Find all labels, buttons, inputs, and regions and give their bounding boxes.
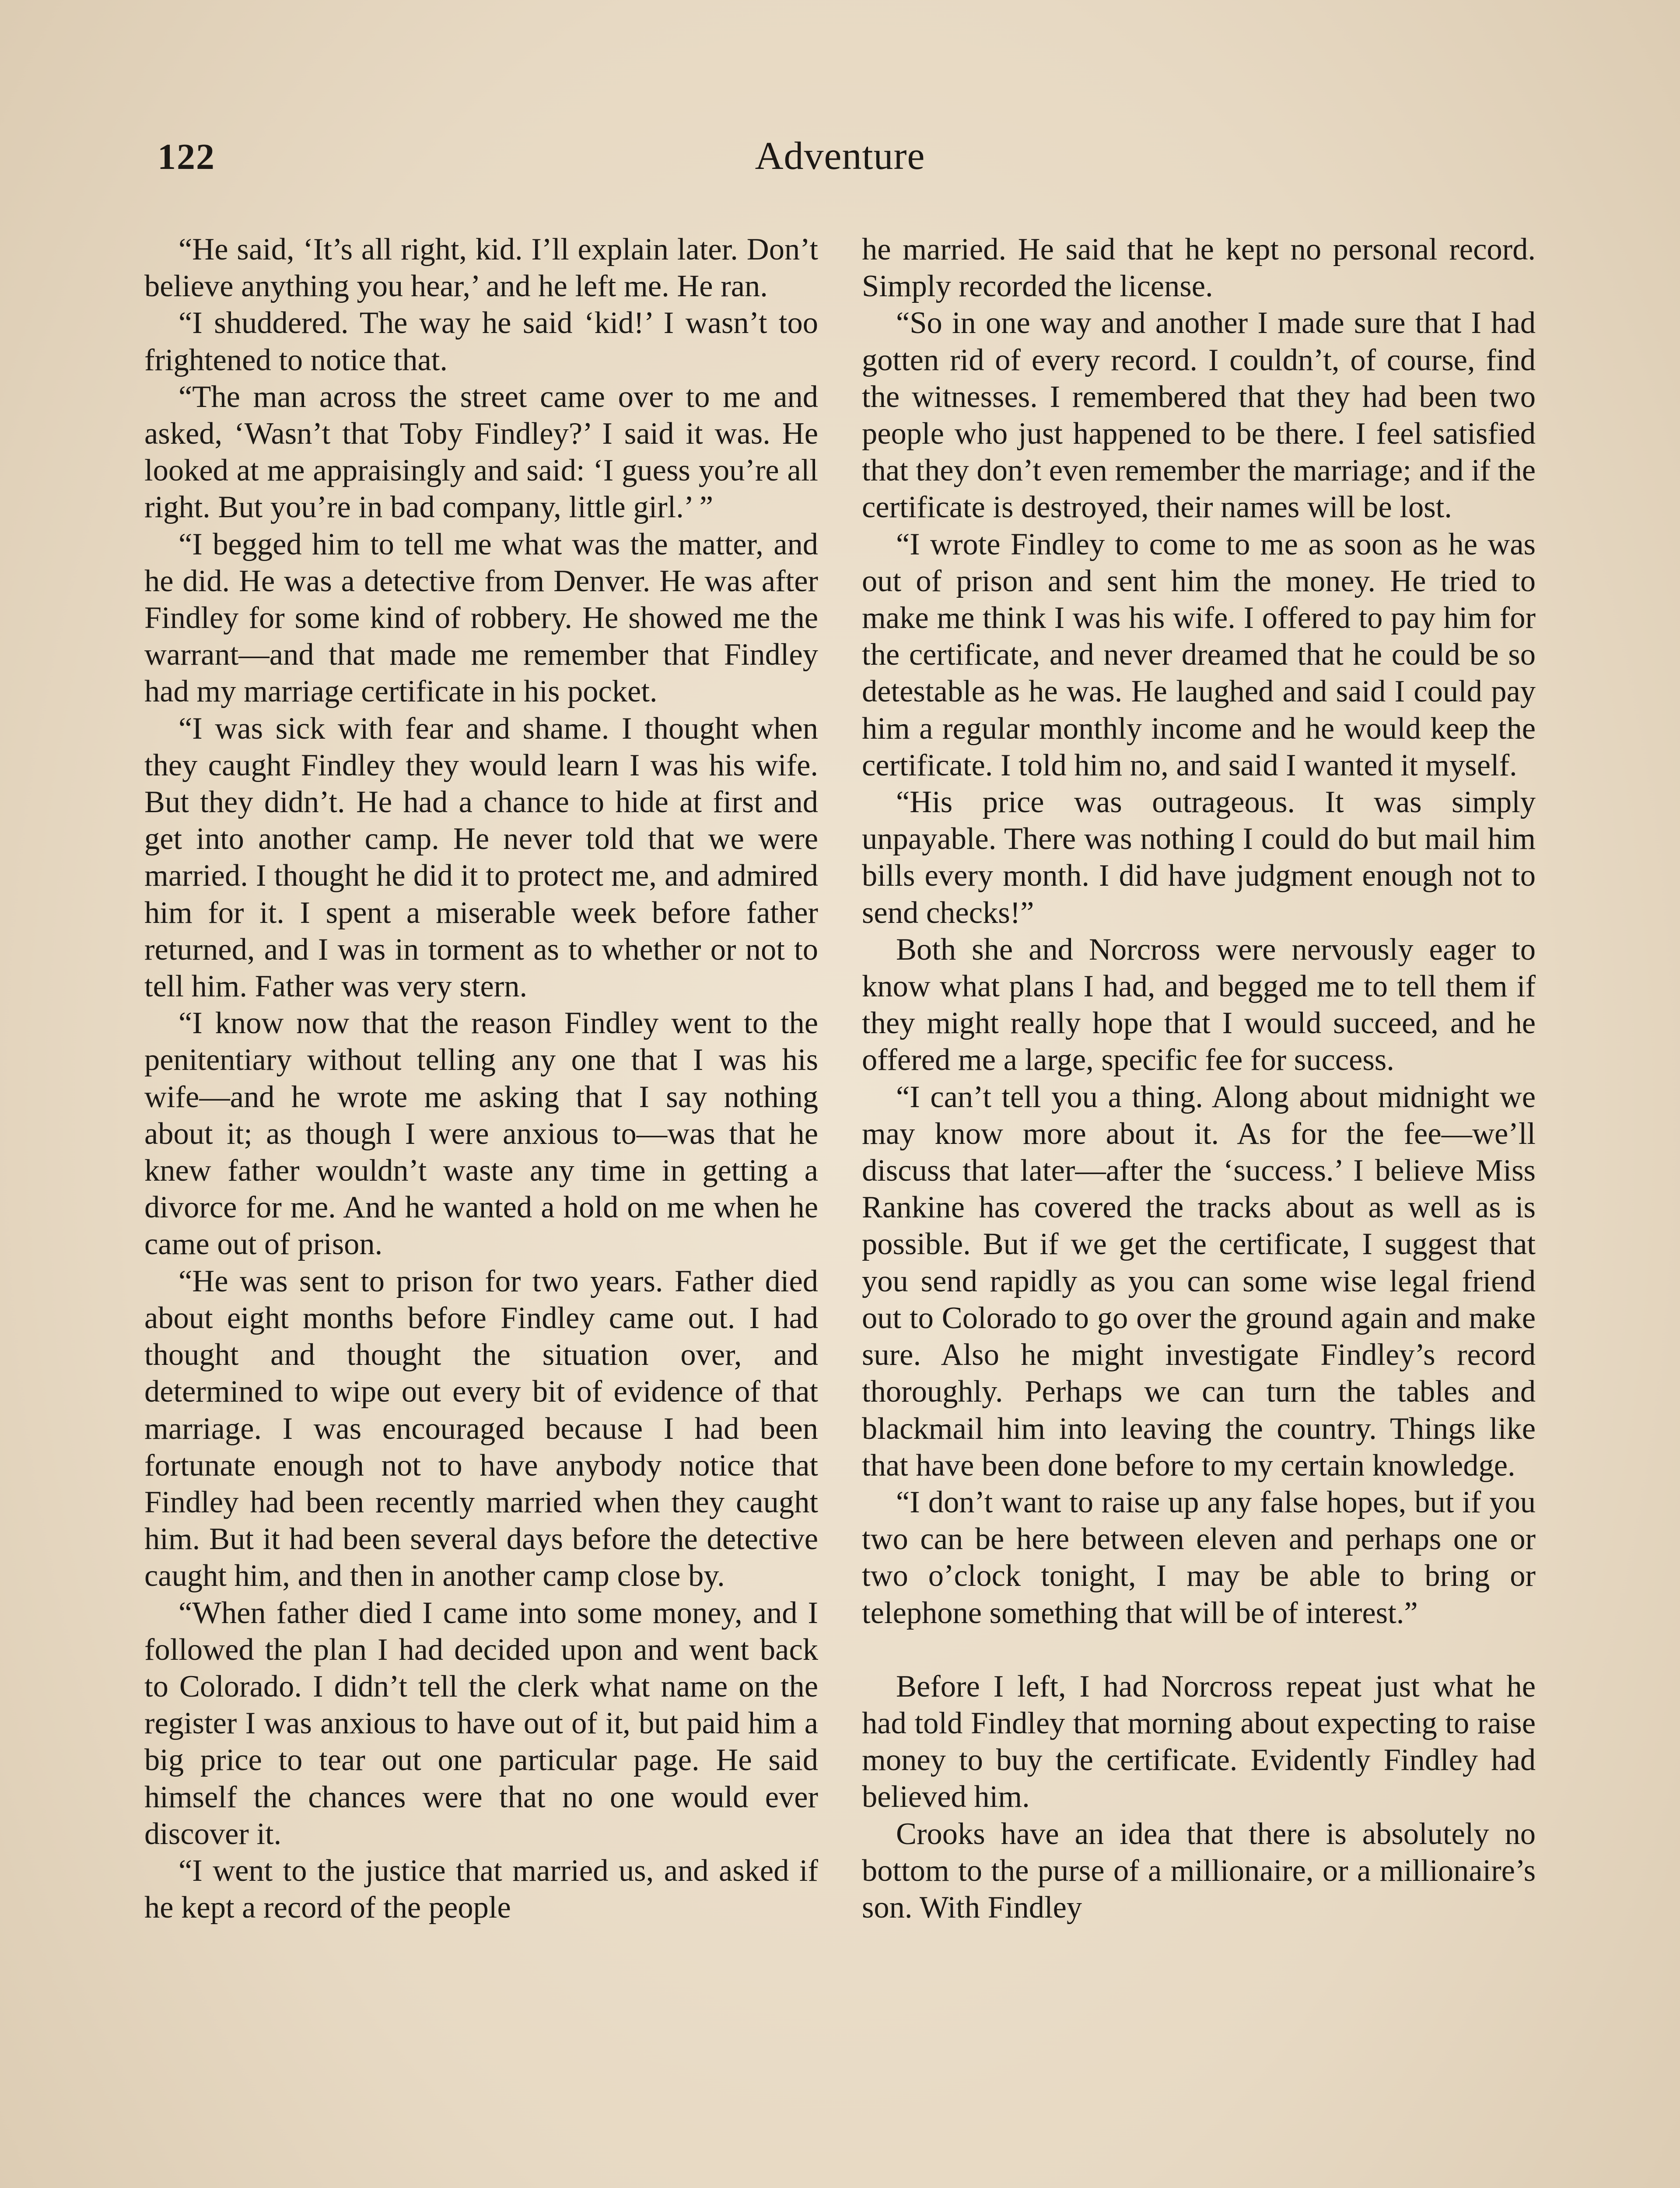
left-column (144, 231, 818, 2188)
paragraph: “I shuddered. The way he said ‘kid!’ I wasn’t too frightened to notice that. (144, 306, 818, 377)
paragraph: “The man across the street came over to me and asked, ‘Wasn’t that Toby Findley?’ I said it was. He looked at me appraisingly and said: ‘I guess you’re all right. But you’re in bad company, little girl.’ ” (144, 379, 818, 525)
page-number: 122 (158, 137, 215, 177)
right-column (862, 231, 1536, 2188)
paragraph: Crooks have an idea that there is absolutely no bottom to the purse of a millionaire, or a millionaire’s son. With Findley (862, 1816, 1536, 1925)
paragraph: “When father died I came into some money, and I followed the plan I had decided upon and went back to Colorado. I didn’t tell the clerk what name on the register I was anxious to have out of it, but paid him a big price to tear out one particular page. He said himself the chances were that no one would ever discover it. (144, 1595, 818, 1851)
paragraph: Both she and Norcross were nervously eager to know what plans I had, and begged me to tell them if they might really hope that I would succeed, and he offered me a large, specific fee for success. (862, 932, 1536, 1077)
paragraph: “So in one way and another I made sure that I had gotten rid of every record. I couldn’t, of course, find the witnesses. I remembered that they had been two people who just happened to be there. I feel satisfied that they don’t even remember the marriage; and if the certificate is destroyed, their names will be lost. (862, 306, 1536, 525)
paragraph: “I was sick with fear and shame. I thought when they caught Findley they would learn I was his wife. But they didn’t. He had a chance to hide at first and get into another camp. He never told that we were married. I thought he did it to protect me, and admired him for it. I spent a miserable week before father returned, and I was in torment as to whether or not to tell him. Father was very stern. (144, 711, 818, 1004)
paragraph-section-start: Before I left, I had Norcross repeat just what he had told Findley that morning about expecting to raise money to buy the certificate. Evidently Findley had believed him. (862, 1669, 1536, 1814)
paragraph-continued: he married. He said that he kept no personal record. Simply recorded the license. (862, 232, 1536, 304)
paragraph: “He was sent to prison for two years. Father died about eight months before Findley came out. I had thought and thought the situation over, and determined to wipe out every bit of evidence of that marriage. I was encouraged because I had been fortunate enough not to have anybody notice that Findley had been recently married when they caught him. But it had been several days before the detective caught him, and then in another camp close by. (144, 1264, 818, 1593)
paragraph: “His price was outrageous. It was simply unpayable. There was nothing I could do but mail him bills every month. I did have judgment enough not to send checks!” (862, 785, 1536, 930)
paragraph: “I don’t want to raise up any false hopes, but if you two can be here between eleven and perhaps one or two o’clock tonight, I may be able to bring or telephone something that will be of interest.” (862, 1485, 1536, 1630)
paragraph: “I wrote Findley to come to me as soon as he was out of prison and sent him the money. He tried to make me think I was his wife. I offered to pay him for the certificate, and never dreamed that he could be so detestable as he was. He laughed and said I could pay him a regular monthly income and he would keep the certificate. I told him no, and said I wanted it myself. (862, 527, 1536, 782)
paragraph: “I know now that the reason Findley went to the penitentiary without telling any one that I was his wife—and he wrote me asking that I say nothing about it; as though I were anxious to—was that he knew father wouldn’t waste any time in getting a divorce for me. And he wanted a hold on me when he came out of prison. (144, 1006, 818, 1262)
paragraph: “He said, ‘It’s all right, kid. I’ll explain later. Don’t believe anything you hear,’ and he left me. He ran. (144, 232, 818, 304)
paragraph: “I can’t tell you a thing. Along about midnight we may know more about it. As for the fee—we’ll discuss that later—after the ‘success.’ I believe Miss Rankine has covered the tracks about as well as is possible. But if we get the certificate, I suggest that you send rapidly as you can some wise legal friend out to Colorado to go over the ground again and make sure. Also he might investigate Findley’s record thoroughly. Perhaps we can turn the tables and blackmail him into leaving the country. Things like that have been done before to my certain knowledge. (862, 1080, 1536, 1483)
paragraph: “I begged him to tell me what was the matter, and he did. He was a detective from Denver. He was after Findley for some kind of robbery. He showed me the warrant—and that made me remember that Findley had my marriage certificate in his pocket. (144, 527, 818, 709)
running-head: Adventure (755, 134, 925, 178)
paragraph: “I went to the justice that married us, and asked if he kept a record of the people (144, 1853, 818, 1925)
